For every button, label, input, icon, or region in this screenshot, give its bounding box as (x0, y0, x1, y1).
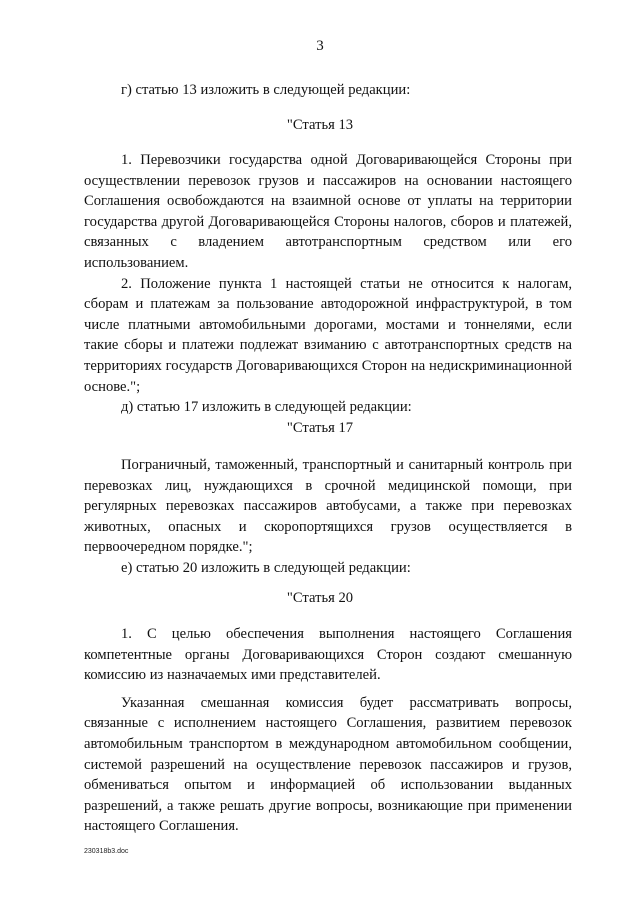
amendment-intro: г) статью 13 изложить в следующей редакции: (121, 82, 411, 98)
article-13-body (84, 150, 572, 418)
article-paragraph: Пограничный, таможенный, транспортный и санитарный контроль при перевозках лиц, нуждающихся в срочной медицинской помощи, при регулярных перевозках пассажиров автобусами, а также при перевозках животных, опасных и скоропортящихся грузов осуществляется в первоочередном порядке."; (84, 457, 572, 556)
document-filename: 230318b3.doc (84, 848, 129, 855)
page-number: 3 (316, 38, 324, 54)
article-paragraph: 1. С целью обеспечения выполнения настоящего Соглашения компетентные органы Договаривающихся Сторон создают смешанную комиссию из назначаемых ими представителей. (84, 626, 572, 684)
amendment-intro: е) статью 20 изложить в следующей редакции: (121, 559, 411, 576)
article-heading: "Статья 13 (286, 117, 354, 133)
article-20-body (84, 624, 572, 837)
article-heading: "Статья 17 (286, 420, 354, 436)
section-intro-g (84, 80, 572, 101)
amendment-intro: д) статью 17 изложить в следующей редакции: (121, 399, 412, 416)
article-paragraph: Указанная смешанная комиссия будет рассматривать вопросы, связанные с исполнением настоящего Соглашения, развитием перевозок автомобильным транспортом в международном автомобильном сообщении, системой разрешений на осуществление перевозок пассажиров и грузов, обмениваться опытом и информацией об использовании выданных разрешений, а также решать другие вопросы, возникающие при применении настоящего Соглашения. (84, 694, 572, 835)
article-paragraph: 2. Положение пункта 1 настоящей статьи не относится к налогам, сборам и платежам за пользование автодорожной инфраструктурой, в том числе платными автомобильными дорогами, мостами и тоннелями, если такие сборы и платежи подлежат взиманию с автотранспортных средств на территориях государств Договаривающихся Сторон на недискриминационной основе."; (84, 275, 572, 395)
article-heading: "Статья 20 (286, 590, 354, 606)
article-17-body (84, 455, 572, 579)
article-paragraph: 1. Перевозчики государства одной Договаривающейся Стороны при осуществлении перевозок грузов и пассажиров на основании настоящего Соглашения освобождаются на взаимной основе от уплаты на территории государства другой Договаривающейся Стороны налогов, сборов и платежей, связанных с владением автотранспортным средством или его использованием. (84, 152, 572, 271)
